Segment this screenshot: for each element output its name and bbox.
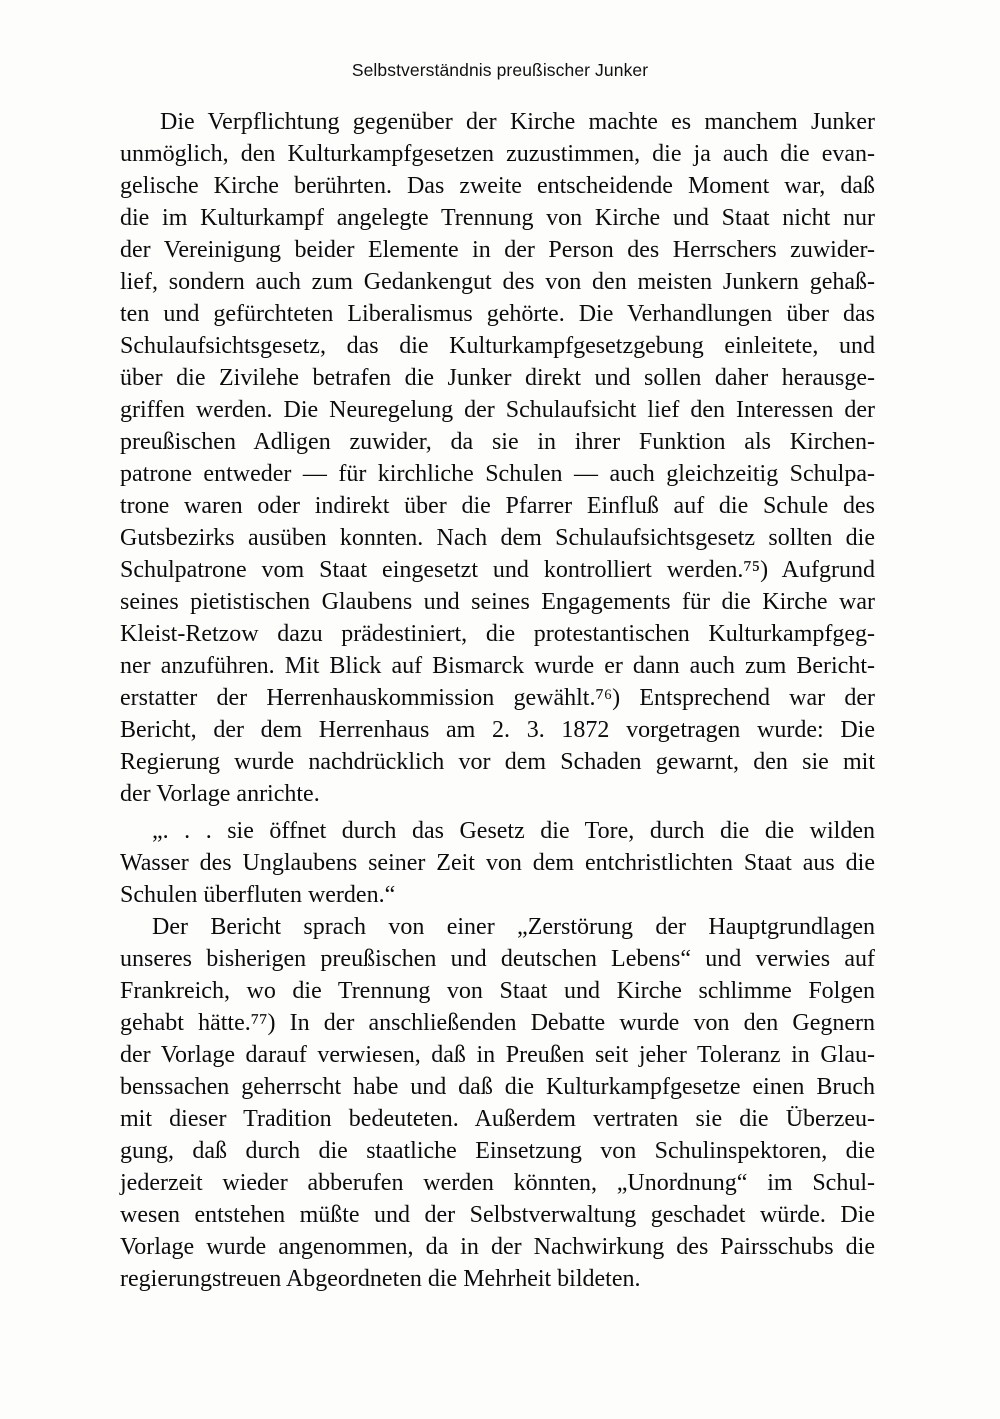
body-line: Schulpatrone vom Staat eingesetzt und kontrolliert werden.⁷⁵) Aufgrund (120, 557, 875, 583)
body-line: patrone entweder — für kirchliche Schulen — auch gleichzeitig Schulpa- (120, 461, 875, 487)
body-line: trone waren oder indirekt über die Pfarrer Einfluß auf die Schule des (120, 493, 875, 519)
body-line: seines pietistischen Glaubens und seines Engagements für die Kirche war (120, 589, 875, 615)
body-line: gung, daß durch die staatliche Einsetzung von Schulinspektoren, die (120, 1138, 875, 1164)
body-line: die im Kulturkampf angelegte Trennung von Kirche und Staat nicht nur (120, 205, 875, 231)
body-line: der Vorlage darauf verwiesen, daß in Preußen seit jeher Toleranz in Glau- (120, 1042, 875, 1068)
quote-line: Schulen überfluten werden.“ (120, 882, 396, 908)
body-line: wesen entstehen müßte und der Selbstverwaltung geschadet würde. Die (120, 1202, 875, 1228)
body-line: Regierung wurde nachdrücklich vor dem Schaden gewarnt, den sie mit (120, 749, 875, 775)
body-line: erstatter der Herrenhauskommission gewählt.⁷⁶) Entsprechend war der (120, 685, 875, 711)
body-line: Frankreich, wo die Trennung von Staat und Kirche schlimme Folgen (120, 978, 875, 1004)
running-head: Selbstverständnis preußischer Junker (351, 60, 649, 80)
body-line: Vorlage wurde angenommen, da in der Nachwirkung des Pairsschubs die (120, 1234, 875, 1260)
body-line: griffen werden. Die Neuregelung der Schulaufsicht lief den Interessen der (120, 397, 875, 423)
body-line: ten und gefürchteten Liberalismus gehörte. Die Verhandlungen über das (120, 301, 875, 327)
body-line: mit dieser Tradition bedeuteten. Außerdem vertraten sie die Überzeu- (120, 1106, 875, 1132)
body-line: der Vereinigung beider Elemente in der Person des Herrschers zuwider- (120, 237, 875, 263)
body-line: gelische Kirche berührten. Das zweite entscheidende Moment war, daß (120, 173, 875, 199)
body-line: unmöglich, den Kulturkampfgesetzen zuzustimmen, die ja auch die evan- (120, 141, 875, 167)
body-line: preußischen Adligen zuwider, da sie in ihrer Funktion als Kirchen- (120, 429, 875, 455)
body-line: der Vorlage anrichte. (120, 781, 320, 807)
quote-line: Wasser des Unglaubens seiner Zeit von dem entchristlichten Staat aus die (120, 850, 875, 876)
body-line: Die Verpflichtung gegenüber der Kirche machte es manchem Junker (160, 109, 875, 135)
body-line: gehabt hätte.⁷⁷) In der anschließenden Debatte wurde von den Gegnern (120, 1010, 875, 1036)
body-line: Bericht, der dem Herrenhaus am 2. 3. 1872 vorgetragen wurde: Die (120, 717, 875, 743)
body-line: über die Zivilehe betrafen die Junker direkt und sollen daher herausge- (120, 365, 875, 391)
body-line: Schulaufsichtsgesetz, das die Kulturkampfgesetzgebung einleitete, und (120, 333, 875, 359)
body-line: lief, sondern auch zum Gedankengut des von den meisten Junkern gehaß- (120, 269, 875, 295)
body-line: regierungstreuen Abgeordneten die Mehrheit bildeten. (120, 1266, 641, 1292)
body-line: Der Bericht sprach von einer „Zerstörung der Hauptgrundlagen (152, 914, 875, 940)
body-line: Gutsbezirks ausüben konnten. Nach dem Schulaufsichtsgesetz sollten die (120, 525, 875, 551)
body-line: benssachen geherrscht habe und daß die Kulturkampfgesetze einen Bruch (120, 1074, 875, 1100)
body-line: Kleist-Retzow dazu prädestiniert, die protestantischen Kulturkampfgeg- (120, 621, 875, 647)
body-line: unseres bisherigen preußischen und deutschen Lebens“ und verwies auf (120, 946, 875, 972)
quote-line: „. . . sie öffnet durch das Gesetz die Tore, durch die die wilden (152, 818, 875, 844)
body-line: jederzeit wieder abberufen werden könnten, „Unordnung“ im Schul- (120, 1170, 875, 1196)
body-line: ner anzuführen. Mit Blick auf Bismarck wurde er dann auch zum Bericht- (120, 653, 875, 679)
